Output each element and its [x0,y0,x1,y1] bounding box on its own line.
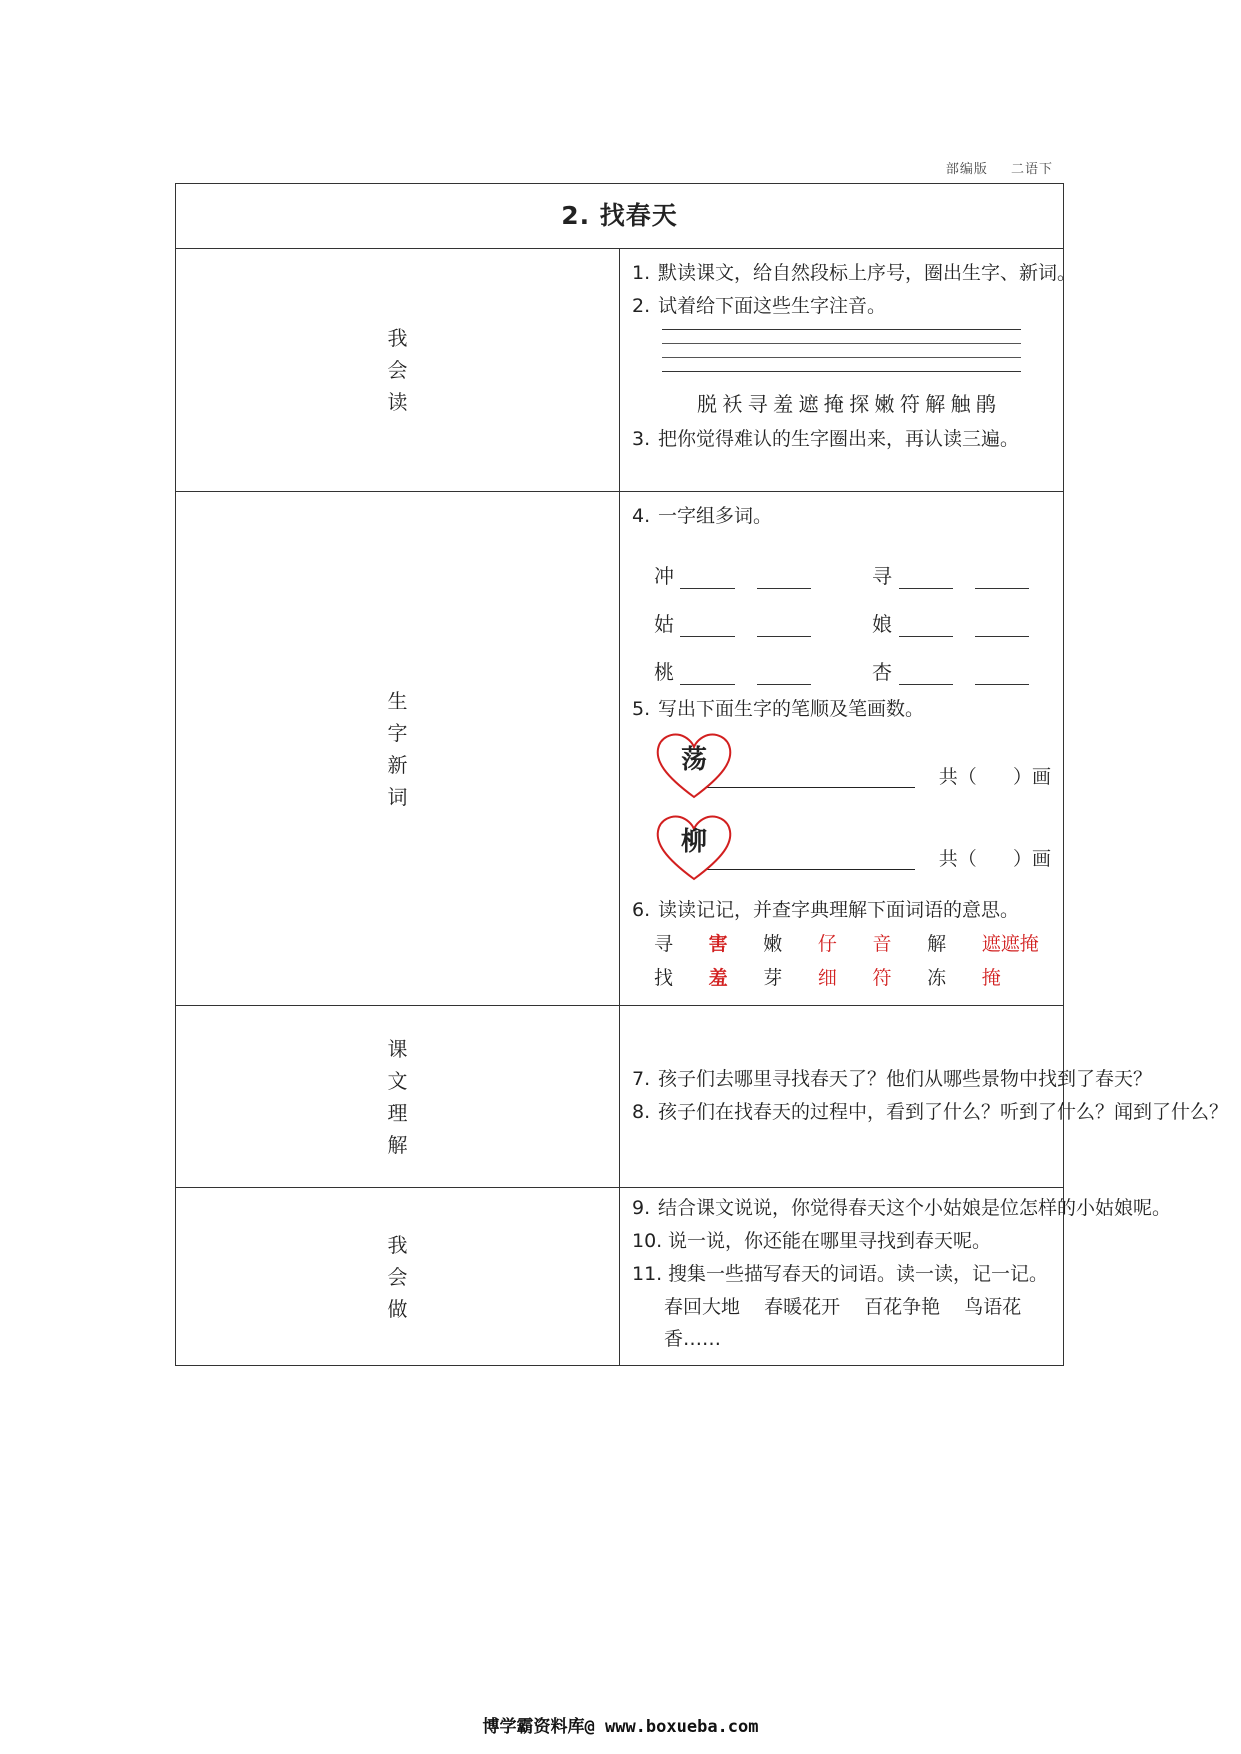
pinyin-char-row [632,385,1051,423]
spring-saying: 鸟语花香…… [664,1296,1022,1350]
word-group-grid [654,541,1051,685]
vocab-word: 解冻 [927,933,947,989]
stroke-answer-line[interactable] [707,763,915,788]
footer-watermark: 博学霸资料库@ www.boxueba.com [482,1717,759,1737]
word-group-char: 冲 [654,564,674,588]
pinyin-char: 遮 [798,392,819,416]
pinyin-char: 嫩 [874,392,895,416]
word-group-row [654,541,1051,589]
pinyin-char: 鹃 [975,392,996,416]
section-do-char: 会 [387,1264,408,1289]
question-text: 说一说，你还能在哪里寻找到春天呢。 [668,1230,992,1252]
section-understand-char: 解 [387,1132,408,1157]
word-group-char: 桃 [654,660,674,684]
section-read-content [620,249,1077,492]
section-read-char: 会 [387,358,408,382]
pinyin-char: 袄 [722,392,743,416]
word-group-char: 杏 [872,660,893,684]
vocab-word-list [632,927,1051,995]
stroke-char: 柳 [680,827,707,857]
section-do-char: 我 [387,1232,408,1257]
question-number: 2. [632,295,651,317]
section-vocab-char: 生 [387,688,408,713]
vocab-word-highlight: 仔细 [817,933,837,989]
vocab-word-highlight: 音符 [872,933,892,989]
worksheet-table [175,183,1229,1366]
stroke-char: 荡 [680,745,707,775]
question-5 [632,693,1051,726]
question-number: 10. [632,1230,663,1252]
section-label-do [176,1188,620,1366]
section-vocab-char: 词 [387,784,408,809]
section-label-understand [176,1006,620,1188]
word-blank[interactable] [680,612,734,637]
question-number: 1. [632,262,651,284]
section-label-vocab [176,492,620,1006]
stroke-order-row [632,808,1051,890]
question-11 [632,1258,1051,1291]
vocab-word: 寻找 [654,933,674,989]
word-group-row [654,637,1051,685]
word-blank[interactable] [899,612,953,637]
question-text: 写出下面生字的笔顺及笔画数。 [658,698,925,720]
pinyin-char: 符 [899,392,920,416]
question-number: 3. [632,428,651,450]
section-vocab-content [620,492,1064,1006]
section-vocab-char: 新 [387,752,408,777]
word-blank[interactable] [680,660,734,685]
section-label-read [176,249,620,492]
grade-label: 二语下 [1010,162,1053,177]
pinyin-char: 探 [849,392,870,416]
question-3 [632,423,1051,456]
pinyin-char: 触 [950,392,971,416]
pinyin-char: 脱 [697,392,717,416]
word-group-char: 姑 [654,612,674,636]
question-10 [632,1225,1051,1258]
edition-note [928,158,1053,177]
vocab-word-highlight: 害羞 [708,933,728,989]
question-text: 把你觉得难认的生字圈出来，再认读三遍。 [658,428,1020,450]
section-understand-char: 理 [387,1100,408,1125]
pinyin-writing-lines[interactable] [662,329,1021,372]
word-blank[interactable] [975,564,1029,589]
edition-label: 部编版 [945,162,988,177]
question-6 [632,894,1051,927]
stroke-count-label: 共（ ）画 [938,765,1051,788]
question-text: 孩子们在找春天的过程中，看到了什么？听到了什么？闻到了什么？ [658,1100,1229,1123]
stroke-answer-line[interactable] [707,845,915,870]
word-blank[interactable] [680,564,734,589]
title-cell [176,184,1064,249]
word-group-row [654,589,1051,637]
question-number: 9. [632,1197,651,1219]
word-group-char: 娘 [872,612,893,636]
question-1 [632,257,1077,290]
pinyin-char: 掩 [823,392,844,416]
word-blank[interactable] [757,612,811,637]
section-understand-char: 文 [387,1068,408,1093]
word-blank[interactable] [899,660,953,685]
question-number: 4. [632,505,651,527]
spring-sayings [632,1291,1051,1355]
section-do-char: 做 [387,1296,408,1321]
heart-frame [654,813,707,885]
pinyin-char: 解 [925,392,946,416]
vocab-word: 嫩芽 [763,933,783,989]
section-read-char: 读 [387,390,408,414]
stroke-order-row [632,726,1051,808]
stroke-count-label: 共（ ）画 [938,847,1051,870]
question-text: 默读课文，给自然段标上序号，圈出生字、新词。 [658,262,1077,284]
word-group-char: 寻 [872,564,893,588]
spring-saying: 百花争艳 [864,1296,941,1318]
page-title: 2. 找春天 [561,201,678,230]
section-read-char: 我 [387,326,408,350]
word-blank[interactable] [757,660,811,685]
question-4 [632,500,1051,533]
pinyin-char: 寻 [747,392,768,416]
question-text: 一字组多词。 [658,505,773,527]
section-understand-char: 课 [387,1036,408,1061]
word-blank[interactable] [899,564,953,589]
question-number: 5. [632,698,651,720]
question-text: 搜集一些描写春天的词语。读一读，记一记。 [668,1263,1049,1285]
spring-saying: 春回大地 [664,1296,741,1318]
question-number: 11. [632,1263,663,1285]
word-blank[interactable] [757,564,811,589]
question-text: 读读记记，并查字典理解下面词语的意思。 [658,899,1020,921]
question-text: 结合课文说说，你觉得春天这个小姑娘是位怎样的小姑娘呢。 [658,1197,1172,1219]
question-2 [632,290,1051,323]
question-text: 试着给下面这些生字注音。 [658,295,887,317]
word-blank[interactable] [975,612,1029,637]
question-text: 孩子们去哪里寻找春天了？他们从哪些景物中找到了春天？ [658,1067,1153,1090]
question-number: 8. [632,1100,651,1123]
section-vocab-char: 字 [387,720,408,745]
heart-frame [654,731,707,803]
spring-saying: 春暖花开 [764,1296,841,1318]
question-8 [632,1096,1229,1129]
vocab-word-highlight: 遮遮掩掩 [981,933,1039,989]
question-9 [632,1192,1172,1225]
section-do-content [620,1188,1172,1366]
pinyin-char: 羞 [773,392,794,416]
word-blank[interactable] [975,660,1029,685]
question-number: 7. [632,1067,651,1090]
section-understand-content [620,1006,1229,1188]
question-7 [632,1063,1153,1096]
question-number: 6. [632,899,651,921]
